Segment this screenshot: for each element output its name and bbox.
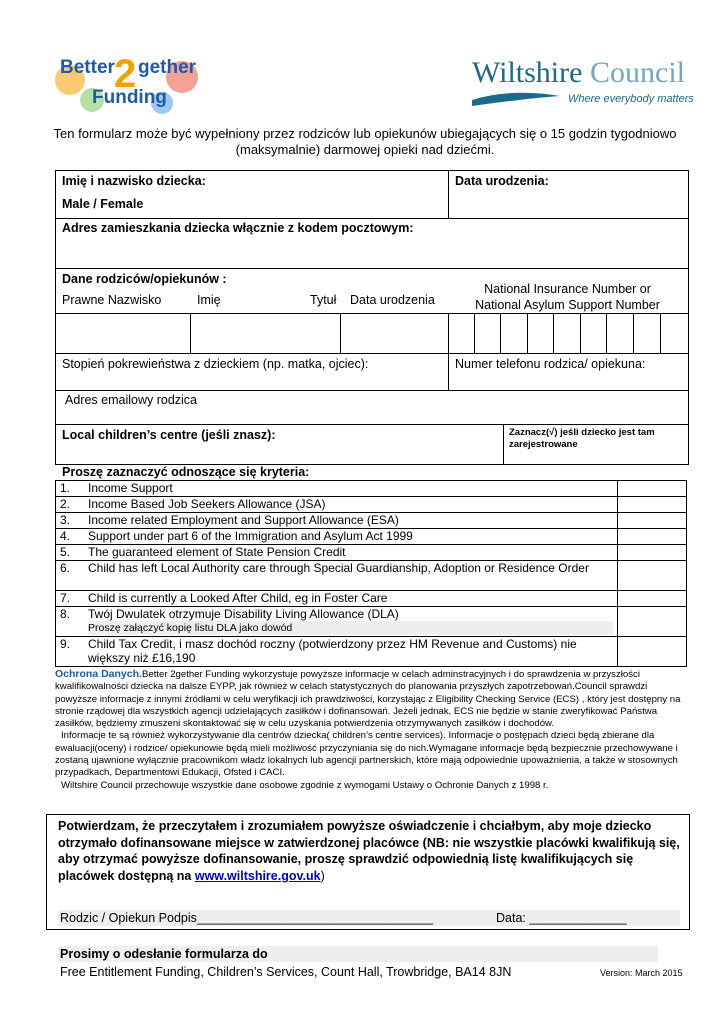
- version-label: Version: March 2015: [600, 968, 683, 978]
- criteria-checkbox[interactable]: [618, 513, 687, 529]
- logo-text-2: 2: [114, 52, 137, 96]
- criteria-table: [55, 480, 687, 667]
- title-col: Tytuł: [310, 293, 337, 307]
- ni-label-line2: National Asylum Support Number: [475, 298, 660, 312]
- firstname-col: Imię: [197, 293, 221, 307]
- criteria-row: 2. Income Based Job Seekers Allowance (JSA): [56, 497, 687, 513]
- better2gether-funding-logo: [52, 45, 202, 115]
- wiltshire-website-link[interactable]: www.wiltshire.gov.uk: [194, 868, 321, 883]
- childrens-centre-label: Local children’s centre (jeśli znasz):: [62, 428, 276, 442]
- relation-label: Stopień pokrewieństwa z dzieckiem (np. matka, ojciec):: [62, 357, 369, 371]
- privacy-paragraph-3: Wiltshire Council przechowuje wszystkie dane osobowe zgodnie z wymogami Ustawy o Ochronie Danych z 1998 r.: [61, 779, 549, 791]
- email-label: Adres emailowy rodzica: [65, 393, 197, 407]
- gender-option[interactable]: Male / Female: [62, 197, 144, 211]
- privacy-paragraph-2: Informacje te są również wykorzystywanie dla centrów dziecka( children’s centre services). Informacje o postępach dzieci będą zbierane dla ewaluacji(oceny) i rodzice/ opiekunowie będą mieli możliwość przyczyniania się do nich.Wymagane informacje będą bezpiecznie przechowywane i zostaną ujawnione wyłącznie pracownikom władz lokalnych lub agencji partnerskich, które mają odpowiednie upoważnienia, a także w stosownych przypadkach, Departmentowi Edukacji, Ofsted i CACI.: [55, 730, 678, 779]
- criteria-checkbox[interactable]: [618, 481, 687, 497]
- return-address: Free Entitlement Funding, Children’s Services, Count Hall, Trowbridge, BA14 8JN: [60, 965, 512, 979]
- data-protection-section: [55, 668, 687, 792]
- logo-tagline: Where everybody matters: [568, 93, 694, 105]
- criteria-row: 4. Support under part 6 of the Immigration and Asylum Act 1999: [56, 529, 687, 545]
- logo-text-council: Council: [590, 56, 685, 89]
- dob-label: Data urodzenia:: [455, 174, 549, 188]
- criteria-checkbox[interactable]: [618, 637, 687, 667]
- child-name-label: Imię i nazwisko dziecka:: [62, 174, 206, 188]
- confirmation-text: Potwierdzam, że przeczytałem i zrozumiałem powyższe oświadczenie i chciałbym, aby moje dziecko otrzymało dofinansowane miejsce w zatwierdzonej placówce (NB: nie wszystkie placówki kwalifikują się, aby otrzymać powyższe dofinansowanie, proszę sprawdzić odpowiednią listę kwalifikujących się placówek dostępną na www.wiltshire.gov.uk): [58, 819, 680, 883]
- criteria-row: 1. Income Support: [56, 481, 687, 497]
- criteria-subnote: Proszę załączyć kopię listu DLA jako dowód: [88, 621, 613, 635]
- criteria-checkbox[interactable]: [618, 591, 687, 607]
- criteria-checkbox[interactable]: [618, 607, 687, 637]
- criteria-row: 5. The guaranteed element of State Pension Credit: [56, 545, 687, 561]
- criteria-checkbox[interactable]: [618, 545, 687, 561]
- criteria-row: 7. Child is currently a Looked After Child, eg in Foster Care: [56, 591, 687, 607]
- data-protection-title: Ochrona Danych.: [55, 668, 142, 680]
- parent-dob-col: Data urodzenia: [350, 293, 435, 307]
- criteria-row: 8. Twój Dwulatek otrzymuje Disability Living Allowance (DLA) Proszę załączyć kopię listu DLA jako dowód: [56, 607, 687, 637]
- address-label: Adres zamieszkania dziecka włącznie z kodem pocztowym:: [62, 221, 414, 235]
- date-field[interactable]: Data: ______________: [496, 911, 627, 925]
- logo-swoosh: [472, 93, 560, 106]
- logo-text-wiltshire: Wiltshire: [472, 56, 583, 89]
- signature-field[interactable]: Rodzic / Opiekun Podpis__________________________________: [60, 911, 434, 925]
- please-send-label: Prosimy o odesłanie formularza do: [60, 947, 268, 961]
- criteria-checkbox[interactable]: [618, 497, 687, 513]
- criteria-row: 3. Income related Employment and Support Allowance (ESA): [56, 513, 687, 529]
- criteria-text: Twój Dwulatek otrzymuje Disability Living Allowance (DLA): [88, 607, 399, 621]
- criteria-checkbox[interactable]: [618, 529, 687, 545]
- logo-text-better: Better: [60, 57, 115, 78]
- wiltshire-council-logo: [470, 52, 700, 112]
- criteria-row: 9. Child Tax Credit, i masz dochód roczny (potwierdzony przez HM Revenue and Customs) nie większy niż £16,190: [56, 637, 687, 667]
- ni-label-line1: National Insurance Number or: [484, 282, 651, 296]
- privacy-paragraph-1: Better 2gether Funding wykorzystuje powyższe informacje w celach adminstracyjnych i do sprawdzenia w przyszłości kwalifikowalności dziecka na dalsze EYPP, jak również w celach statystycznych do planowania przyszłych zapotrzebowań.Council sprawdzi powyższe informacje z innymi źródłami w celu weryfikacji ich prawdziwości, korzystając z Eligibility Checking Service (ECS) , który jest dostępny na stronie rządowej dla wszystkich agencji udzielających zasiłków i dofinansowań. Jeżeli jednak, ECS nie będzie w stanie zweryfikować Państwa zasiłków, będziemy zmuszeni skontaktować się w celu uzyskania potwierdzenia otrzymywanych zasiłków i dochodów.: [55, 669, 681, 730]
- phone-label: Numer telefonu rodzica/ opiekuna:: [455, 357, 646, 371]
- form-frame: [55, 170, 689, 465]
- logo-text-gether: gether: [138, 57, 197, 78]
- intro-text: Ten formularz może być wypełniony przez rodziców lub opiekunów ubiegających się o 15 godzin tygodniowo (maksymalnie) darmowej opieki nad dziećmi.: [53, 126, 677, 157]
- criteria-checkbox[interactable]: [618, 561, 687, 591]
- parents-label: Dane rodziców/opiekunów :: [62, 272, 227, 286]
- registered-note: Zaznacz(√) jeśli dziecko jest tam zarejestrowane: [509, 427, 655, 450]
- surname-col: Prawne Nazwisko: [62, 293, 162, 307]
- criteria-row: 6. Child has left Local Authority care through Special Guardianship, Adoption or Residence Order: [56, 561, 687, 591]
- criteria-heading: Proszę zaznaczyć odnoszące się kryteria:: [62, 465, 310, 479]
- logo-text-funding: Funding: [92, 87, 167, 108]
